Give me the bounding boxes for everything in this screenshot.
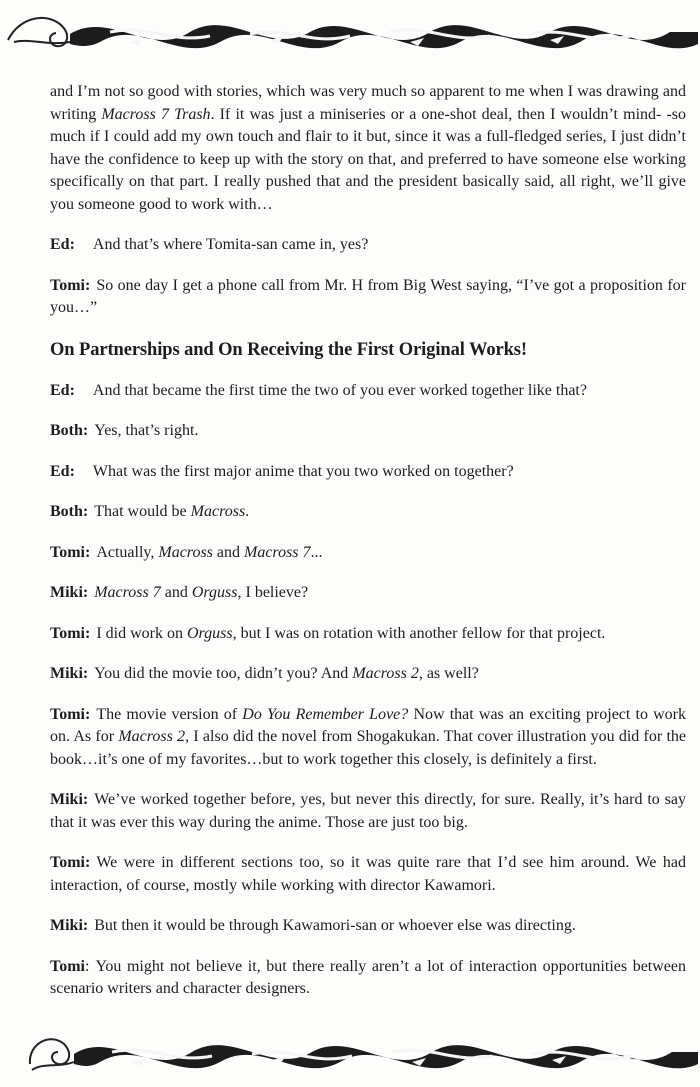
exchange: [50, 789, 686, 834]
title-reference: Macross: [190, 503, 246, 520]
speech-text: Actually,: [96, 543, 159, 561]
speaker-label: Both:: [50, 422, 89, 439]
speech-text: and: [212, 543, 244, 561]
speech-text: , as well?: [418, 665, 479, 682]
title-reference: Macross 7: [94, 584, 161, 601]
ornamental-border-bottom: [0, 1022, 700, 1084]
speech-text: , I also did the novel from Shogakukan. That cover illustration you did for the book…it’s one of my favorites…but to work together this closely, is definitely a first.: [50, 728, 687, 768]
title-reference: Orguss: [191, 584, 238, 601]
speaker-label: Tomi: [50, 957, 85, 975]
speech-text: But then it would be through Kawamori-san or whoever else was directing.: [94, 917, 576, 934]
speech-text: And that’s where Tomita-san came in, yes?: [92, 236, 369, 253]
speech-text: Now that was an exciting project to work on. As for: [50, 705, 687, 745]
title-reference: Macross: [158, 543, 213, 561]
title-reference: Macross 2: [118, 728, 186, 745]
speaker-label: Tomi:: [50, 543, 91, 561]
interview-text: [50, 81, 686, 1001]
speech-text: .: [245, 503, 250, 520]
exchange: [50, 501, 686, 524]
intro-text-continued: . If it was just a miniseries or a one-shot deal, then I wouldn’t mind- -so much if I could add my own touch and flair to it but, since it was a full-fledged series, I just didn’t have the confidence to keep up with the story on that, and preferred to have someone else working specifically on that part. I really pushed that and the president basically said, all right, we’ll give you someone good to work with…: [50, 105, 687, 213]
exchange: [50, 915, 686, 938]
speaker-label: Ed:: [50, 381, 75, 399]
speaker-label: Ed:: [50, 462, 75, 480]
speech-text: We’ve worked together before, yes, but never this directly, for sure. Really, it’s hard to say that it was ever this way during the anime. Those are just too big.: [50, 791, 686, 831]
speech-text: , I believe?: [237, 584, 309, 601]
speech-text: What was the first major anime that you two worked on together?: [92, 462, 514, 480]
speaker-label: Tomi:: [50, 854, 91, 871]
speaker-label: Both:: [50, 503, 89, 520]
speech-text: ...: [310, 543, 323, 561]
speech-text: That would be: [94, 503, 191, 520]
speech-text: We were in different sections too, so it was quite rare that I’d see him around. We had interaction, of course, mostly while working with director Kawamori.: [50, 854, 686, 894]
speech-text: I did work on: [96, 624, 187, 642]
exchange: [50, 420, 686, 443]
speech-text: And that became the first time the two of you ever worked together like that?: [92, 381, 587, 399]
speaker-label: Miki:: [50, 791, 89, 808]
intro-title-reference: Macross 7 Trash: [101, 105, 211, 123]
ornamental-border-top: [0, 2, 700, 64]
exchange: [50, 582, 686, 605]
speech-text: and: [160, 584, 192, 601]
speech-text: You might not believe it, but there really aren’t a lot of interaction opportunities between scenario writers and character designers.: [50, 957, 686, 997]
exchange: [50, 380, 686, 403]
speaker-label: Miki:: [50, 665, 89, 682]
exchange: [50, 542, 686, 565]
exchange: [50, 275, 686, 320]
speaker-label: Tomi:: [50, 624, 91, 642]
exchange: [50, 623, 686, 646]
title-reference: Do You Remember Love?: [242, 705, 409, 723]
title-reference: Macross 7: [244, 543, 311, 561]
speech-text: Yes, that’s right.: [94, 422, 199, 439]
exchange: [50, 852, 686, 897]
exchange: [50, 704, 686, 772]
speaker-colon: :: [84, 957, 90, 975]
exchange: [50, 461, 686, 484]
speaker-label: Tomi:: [50, 705, 91, 723]
section-heading: On Partnerships and On Receiving the First Original Works!: [50, 339, 527, 360]
speech-text: The movie version of: [96, 705, 243, 723]
exchange: [50, 234, 686, 257]
speaker-label: Ed:: [50, 236, 75, 253]
speaker-label: Miki:: [50, 917, 89, 934]
title-reference: Macross 2: [352, 665, 419, 682]
speech-text: So one day I get a phone call from Mr. H from Big West saying, “I’ve got a proposition for you…”: [50, 276, 686, 316]
exchange: [50, 663, 686, 686]
intro-text: and I’m not so good with stories, which was very much so apparent to me when I was drawing and writing: [50, 83, 686, 123]
intro-paragraph: [50, 81, 686, 216]
title-reference: Orguss: [186, 624, 233, 642]
speech-text: , but I was on rotation with another fellow for that project.: [232, 624, 606, 642]
exchange: [50, 956, 686, 1001]
speech-text: You did the movie too, didn’t you? And: [94, 665, 353, 682]
speaker-label: Tomi:: [50, 276, 91, 294]
speaker-label: Miki:: [50, 584, 89, 601]
